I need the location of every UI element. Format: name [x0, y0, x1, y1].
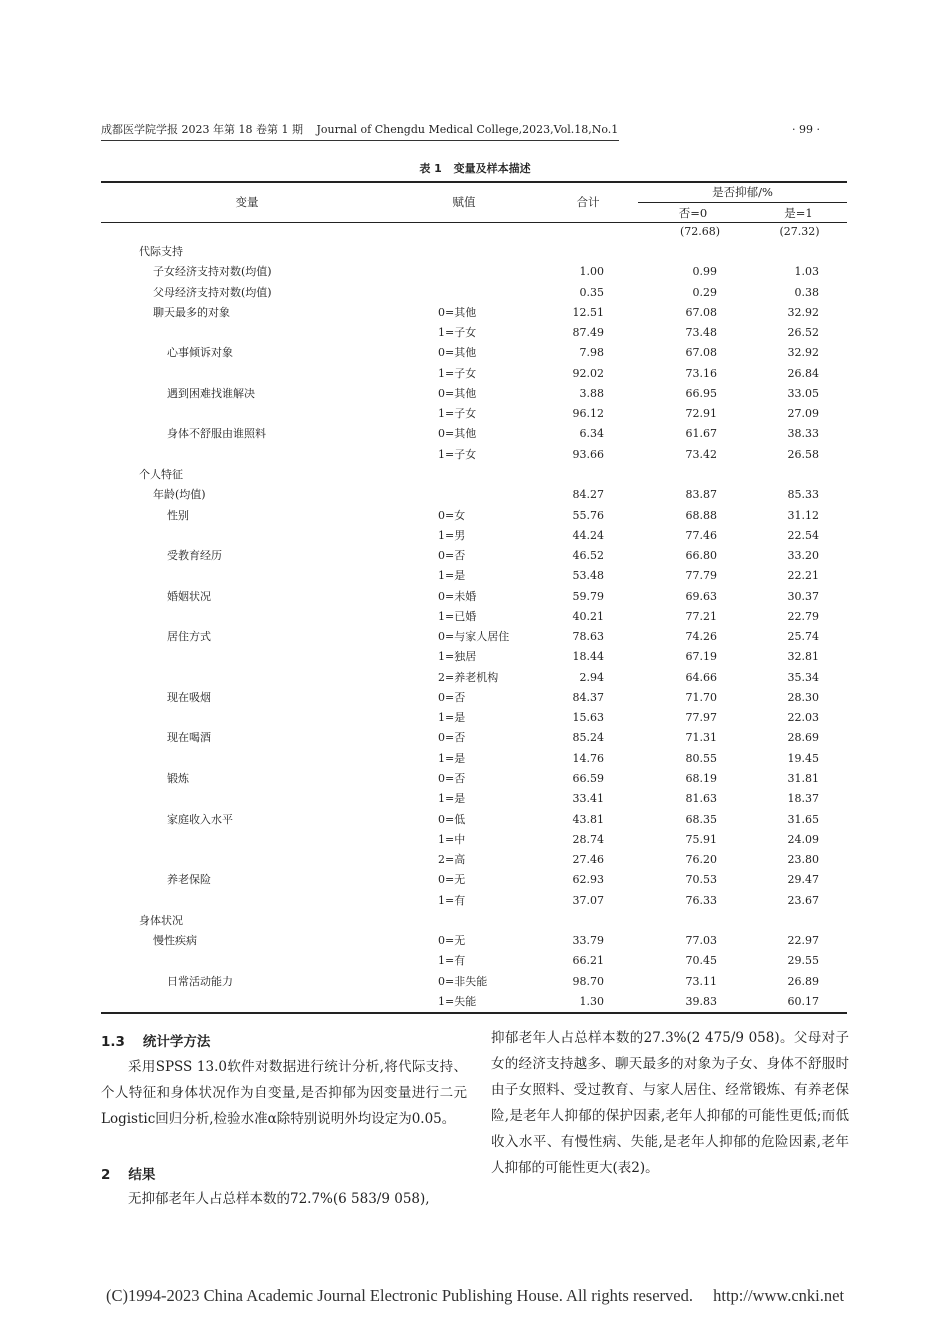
row-depression: 35.34 — [787, 670, 819, 684]
row-depression: 0.38 — [794, 285, 819, 299]
table-sub-rule — [638, 202, 847, 203]
row-depression: 29.55 — [787, 954, 819, 968]
row-no-depression: 61.67 — [685, 427, 717, 441]
row-no-depression: 64.66 — [685, 670, 717, 684]
row-no-depression: 71.31 — [685, 731, 717, 745]
row-total: 92.02 — [572, 366, 604, 380]
row-total: 6.34 — [579, 427, 604, 441]
methods-heading — [101, 1030, 228, 1050]
table-row — [101, 343, 847, 363]
row-no-depression: 83.87 — [685, 488, 717, 502]
row-depression: 18.37 — [787, 792, 819, 806]
row-variable: 心事倾诉对象 — [167, 346, 233, 360]
table-bottom-rule — [101, 1012, 847, 1014]
row-code: 0=无 — [438, 873, 466, 887]
row-variable: 慢性疾病 — [153, 934, 197, 948]
row-variable: 婚姻状况 — [167, 589, 211, 603]
row-total: 40.21 — [572, 609, 604, 623]
row-total: 55.76 — [572, 508, 604, 522]
table-row — [101, 830, 847, 850]
row-code: 0=其他 — [438, 427, 477, 441]
table-row — [101, 465, 847, 485]
header-yes: 是=1 — [784, 206, 813, 220]
row-total: 85.24 — [572, 731, 604, 745]
header-variable: 变量 — [235, 195, 259, 209]
row-total: 33.79 — [572, 934, 604, 948]
table-row — [101, 303, 847, 323]
header-no: 否=0 — [678, 206, 708, 220]
row-depression: 27.09 — [787, 407, 819, 421]
row-no-depression: 74.26 — [685, 630, 717, 644]
row-depression: 19.45 — [787, 751, 819, 765]
table-row — [101, 546, 847, 566]
table-row — [101, 688, 847, 708]
table-row — [101, 708, 847, 728]
table-row — [101, 506, 847, 526]
results-number: 2 — [101, 1167, 111, 1183]
table-row — [101, 972, 847, 992]
row-total: 2.94 — [579, 670, 604, 684]
row-total: 18.44 — [572, 650, 604, 664]
row-code: 0=否 — [438, 690, 466, 704]
row-total: 53.48 — [572, 569, 604, 583]
table-row — [101, 647, 847, 667]
table-caption: 变量及样本描述 — [453, 162, 531, 175]
row-no-depression: 66.95 — [685, 386, 717, 400]
table-row — [101, 749, 847, 769]
row-code: 1=子女 — [438, 447, 477, 461]
row-total: 43.81 — [572, 812, 604, 826]
row-variable: 现在喝酒 — [167, 731, 211, 745]
journal-name-en: Journal of Chengdu Medical College,2023,Vol.18,No.1 — [316, 123, 619, 136]
row-code: 1=男 — [438, 528, 466, 542]
row-total: 37.07 — [572, 893, 604, 907]
header-total: 合计 — [576, 195, 600, 209]
row-variable: 父母经济支持对数(均值) — [153, 285, 272, 299]
row-variable: 身体不舒服由谁照料 — [167, 427, 266, 441]
row-no-depression: 77.21 — [685, 609, 717, 623]
table-row — [101, 931, 847, 951]
row-total: 78.63 — [572, 630, 604, 644]
table-row — [101, 323, 847, 343]
row-depression: 25.74 — [787, 630, 819, 644]
table-row — [101, 891, 847, 911]
row-no-depression: 73.48 — [685, 326, 717, 340]
table-row — [101, 951, 847, 971]
row-depression: 60.17 — [787, 994, 819, 1008]
table-row — [101, 242, 847, 262]
row-code: 0=低 — [438, 812, 466, 826]
row-depression: 26.84 — [787, 366, 819, 380]
row-code: 1=有 — [438, 954, 466, 968]
row-depression: 22.97 — [787, 934, 819, 948]
row-code: 1=是 — [438, 792, 466, 806]
row-variable: 日常活动能力 — [167, 974, 233, 988]
table-row — [101, 384, 847, 404]
row-depression: 38.33 — [787, 427, 819, 441]
row-no-depression: 81.63 — [685, 792, 717, 806]
row-no-depression: 77.79 — [685, 569, 717, 583]
table-row — [101, 607, 847, 627]
row-depression: 33.20 — [787, 549, 819, 563]
table-label: 表 1 — [419, 162, 442, 175]
table-row — [101, 364, 847, 384]
table-row — [101, 424, 847, 444]
row-code: 1=失能 — [438, 994, 477, 1008]
row-no-depression: 70.45 — [685, 954, 717, 968]
row-depression: 22.79 — [787, 609, 819, 623]
table-title — [0, 160, 950, 176]
row-variable: 锻炼 — [167, 772, 189, 786]
row-code: 1=独居 — [438, 650, 477, 664]
row-depression: 28.30 — [787, 690, 819, 704]
row-code: 1=已婚 — [438, 609, 477, 623]
row-no-depression: 67.08 — [685, 346, 717, 360]
row-code: 1=是 — [438, 569, 466, 583]
row-variable: 养老保险 — [167, 873, 211, 887]
row-no-depression: 68.88 — [685, 508, 717, 522]
row-total: 44.24 — [572, 528, 604, 542]
row-no-depression: 71.70 — [685, 690, 717, 704]
table-row — [101, 283, 847, 303]
row-no-depression: 39.83 — [685, 994, 717, 1008]
row-total: 1.30 — [579, 994, 604, 1008]
row-depression: 31.12 — [787, 508, 819, 522]
row-variable: 现在吸烟 — [167, 690, 211, 704]
row-no-depression: 72.91 — [685, 407, 717, 421]
row-no-depression: 67.08 — [685, 305, 717, 319]
header-depressed: 是否抑郁/% — [712, 185, 773, 199]
row-code: 0=与家人居住 — [438, 630, 510, 644]
copyright-text: (C)1994-2023 China Academic Journal Electronic Publishing House. All rights reserved. — [105, 1286, 693, 1305]
row-no-depression: 67.19 — [685, 650, 717, 664]
table-row — [101, 485, 847, 505]
row-depression: 23.67 — [787, 893, 819, 907]
row-total: 28.74 — [572, 832, 604, 846]
row-total: 96.12 — [572, 407, 604, 421]
row-code: 1=有 — [438, 893, 466, 907]
row-code: 0=无 — [438, 934, 466, 948]
row-variable: 身体状况 — [139, 913, 183, 927]
table-row — [101, 870, 847, 890]
table-row — [101, 728, 847, 748]
table-row — [101, 769, 847, 789]
row-no-depression: 0.99 — [692, 265, 717, 279]
row-code: 0=女 — [438, 508, 466, 522]
row-no-depression: 66.80 — [685, 549, 717, 563]
table-row — [101, 911, 847, 931]
row-variable: 年龄(均值) — [153, 488, 206, 502]
row-no-depression: 73.16 — [685, 366, 717, 380]
methods-number: 1.3 — [101, 1034, 125, 1050]
row-depression: 32.81 — [787, 650, 819, 664]
row-variable: 代际支持 — [139, 245, 183, 258]
results-title: 结果 — [128, 1167, 156, 1183]
row-depression: 85.33 — [787, 488, 819, 502]
table-row — [101, 992, 847, 1012]
row-depression: 26.89 — [787, 974, 819, 988]
row-total: 3.88 — [579, 386, 604, 400]
row-code: 1=是 — [438, 751, 466, 765]
table-header-rule — [101, 222, 847, 223]
row-variable: 遇到困难找谁解决 — [167, 386, 255, 400]
row-no-depression: 73.42 — [685, 447, 717, 461]
row-code: 1=是 — [438, 711, 466, 725]
table-row — [101, 526, 847, 546]
table-row — [101, 262, 847, 282]
row-total: 1.00 — [579, 265, 604, 279]
row-total: 0.35 — [579, 285, 604, 299]
row-no-depression: 69.63 — [685, 589, 717, 603]
row-code: 1=中 — [438, 832, 466, 846]
row-depression: 30.37 — [787, 589, 819, 603]
row-depression: 22.03 — [787, 711, 819, 725]
table-row — [101, 668, 847, 688]
row-code: 2=养老机构 — [438, 670, 499, 684]
row-no-depression: 68.19 — [685, 772, 717, 786]
row-depression: 33.05 — [787, 386, 819, 400]
row-code: 0=否 — [438, 549, 466, 563]
row-variable: 居住方式 — [167, 630, 211, 644]
row-code: 0=其他 — [438, 305, 477, 319]
methods-title: 统计学方法 — [142, 1034, 211, 1050]
row-total: 33.41 — [572, 792, 604, 806]
results-paragraph: 无抑郁老年人占总样本数的72.7%(6 583/9 058), — [128, 1191, 430, 1207]
row-depression: 22.21 — [787, 569, 819, 583]
row-total: 87.49 — [572, 326, 604, 340]
row-total: 59.79 — [572, 589, 604, 603]
row-code: 0=否 — [438, 731, 466, 745]
row-depression: 23.80 — [787, 853, 819, 867]
row-code: 2=高 — [438, 853, 466, 867]
row-total: 14.76 — [572, 751, 604, 765]
table-top-rule — [101, 181, 847, 183]
row-no-depression: 68.35 — [685, 812, 717, 826]
running-header — [101, 120, 619, 141]
row-depression: 32.92 — [787, 305, 819, 319]
row-variable: 家庭收入水平 — [167, 812, 233, 826]
row-code: 1=子女 — [438, 366, 477, 380]
row-code: 0=其他 — [438, 386, 477, 400]
table-row — [101, 445, 847, 465]
results-continuation-paragraph: 抑郁老年人占总样本数的27.3%(2 475/9 058)。父母对子女的经济支持越多、聊天最多的对象为子女、身体不舒服时由子女照料、受过教育、与家人居住、经常锻炼、有养老保险,是老年人抑郁的保护因素,老年人抑郁的可能性更低;而低收入水平、有慢性病、失能,是老年人抑郁的危险因素,老年人抑郁的可能性更大(表2)。 — [491, 1030, 849, 1176]
row-depression: 31.65 — [787, 812, 819, 826]
row-depression: 32.92 — [787, 346, 819, 360]
row-no-depression: 75.91 — [685, 832, 717, 846]
row-total: 84.27 — [572, 488, 604, 502]
row-code: 0=其他 — [438, 346, 477, 360]
row-no-depression: 76.33 — [685, 893, 717, 907]
row-total: 93.66 — [572, 447, 604, 461]
results-heading — [101, 1163, 173, 1183]
row-depression: 1.03 — [794, 265, 819, 279]
row-total: 98.70 — [572, 974, 604, 988]
row-no-depression: 77.97 — [685, 711, 717, 725]
row-no-depression: 76.20 — [685, 853, 717, 867]
row-code: 0=未婚 — [438, 589, 477, 603]
row-no-depression: 77.03 — [685, 934, 717, 948]
row-depression: 26.58 — [787, 447, 819, 461]
header-code: 赋值 — [452, 195, 476, 209]
row-total: 27.46 — [572, 853, 604, 867]
row-depression: 22.54 — [787, 528, 819, 542]
table-row — [101, 789, 847, 809]
table-row — [101, 566, 847, 586]
table-row — [101, 850, 847, 870]
row-no-depression: 70.53 — [685, 873, 717, 887]
row-variable: 个人特征 — [139, 467, 183, 481]
copyright-footer — [0, 1286, 950, 1306]
row-total: 66.21 — [572, 954, 604, 968]
journal-name-cn: 成都医学院学报 2023 年第 18 卷第 1 期 — [101, 123, 303, 136]
row-total: 7.98 — [579, 346, 604, 360]
row-depression: 24.09 — [787, 832, 819, 846]
row-total: 12.51 — [572, 305, 604, 319]
table-row — [101, 587, 847, 607]
page-number: · 99 · — [792, 123, 820, 136]
row-depression: 31.81 — [787, 772, 819, 786]
row-variable: 性别 — [167, 508, 189, 522]
methods-paragraph: 采用SPSS 13.0软件对数据进行统计分析,将代际支持、个人特征和身体状况作为自变量,是否抑郁为因变量进行二元Logistic回归分析,检验水准α除特别说明外均设定为0.05。 — [101, 1059, 467, 1127]
row-variable: 聊天最多的对象 — [153, 305, 230, 319]
row-depression: 26.52 — [787, 326, 819, 340]
row-total: 15.63 — [572, 711, 604, 725]
table-row — [101, 810, 847, 830]
cnki-link[interactable]: http://www.cnki.net — [713, 1286, 845, 1305]
row-no-depression: 0.29 — [692, 285, 717, 299]
row-total: 62.93 — [572, 873, 604, 887]
header-no-share: (72.68) — [679, 225, 721, 238]
row-no-depression: 80.55 — [685, 751, 717, 765]
row-depression: 29.47 — [787, 873, 819, 887]
row-variable: 子女经济支持对数(均值) — [153, 265, 272, 279]
row-no-depression: 73.11 — [685, 974, 717, 988]
row-total: 84.37 — [572, 690, 604, 704]
header-yes-share: (27.32) — [779, 225, 820, 238]
table-row — [101, 404, 847, 424]
row-code: 0=否 — [438, 772, 466, 786]
row-depression: 28.69 — [787, 731, 819, 745]
row-code: 1=子女 — [438, 407, 477, 421]
row-code: 0=非失能 — [438, 974, 488, 988]
row-total: 66.59 — [572, 772, 604, 786]
row-total: 46.52 — [572, 549, 604, 563]
row-variable: 受教育经历 — [167, 549, 222, 563]
row-no-depression: 77.46 — [685, 528, 717, 542]
row-code: 1=子女 — [438, 326, 477, 340]
table-row — [101, 627, 847, 647]
